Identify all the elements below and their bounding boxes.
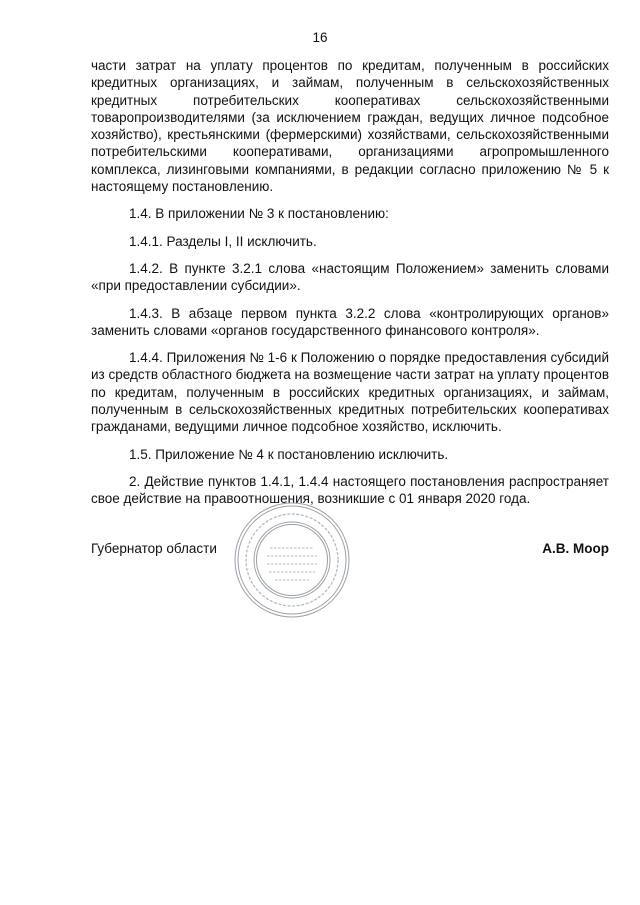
signatory-title: Губернатор области [91,541,217,556]
paragraph-1-5: 1.5. Приложение № 4 к постановлению исключить. [129,446,449,462]
paragraph-2: 2. Действие пунктов 1.4.1, 1.4.4 настоящего постановления распространяет свое действие на правоотношения, возникшие с 01 января 2020 года. [91,473,609,507]
official-seal-icon [232,500,352,620]
paragraph-1-4-3: 1.4.3. В абзаце первом пункта 3.2.2 слова «контролирующих органов» заменить словами «органов государственного финансового контроля». [91,305,609,338]
signatory-name: А.В. Моор [542,541,609,556]
page-number: 16 [312,30,328,45]
paragraph-1-4-2: 1.4.2. В пункте 3.2.1 слова «настоящим Положением» заменить словами «при предоставлении субсидии». [91,260,609,294]
paragraph-1-4-1: 1.4.1. Разделы I, II исключить. [129,233,317,249]
document-body [91,57,609,518]
paragraph-1-4: 1.4. В приложении № 3 к постановлению: [129,206,389,222]
paragraph-1-4-4: 1.4.4. Приложения № 1-6 к Положению о порядке предоставления субсидий из средств областного бюджета на возмещение части затрат на уплату процентов по кредитам, полученным в российских кредитных организациях, и займам, полученным в сельскохозяйственных кредитных потребительских кооперативах гражданами, ведущими личное подсобное хозяйство, исключить. [91,350,609,435]
paragraph-continuation: части затрат на уплату процентов по кредитам, полученным в российских кредитных организациях, и займам, полученным в сельскохозяйственных кредитных потребительских кооперативах сельскохозяйственными товаропроизводителями (за исключением граждан, ведущих личное подсобное хозяйство), крестьянскими (фермерскими) хозяйствами, сельскохозяйственными потребительскими кооперативами, организациями агропромышленного комплекса, лизинговыми компаниями, в редакции согласно приложению № 5 к настоящему постановлению. [91,58,609,195]
